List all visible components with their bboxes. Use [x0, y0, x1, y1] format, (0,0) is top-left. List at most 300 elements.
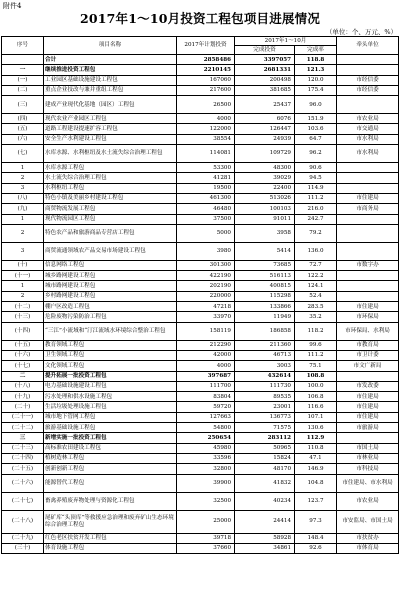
table-body: [2, 55, 399, 554]
row-completion-rate: 75.1: [295, 361, 337, 371]
row-number: (三十): [2, 543, 44, 553]
row-planned-investment: 32500: [177, 492, 235, 510]
row-planned-investment: 47218: [177, 302, 235, 312]
row-completed-investment: 73685: [235, 260, 295, 270]
row-lead-department: 市发改委: [337, 381, 399, 391]
row-planned-investment: 220000: [177, 291, 235, 301]
row-number: (十): [2, 260, 44, 270]
table-row: [2, 510, 399, 533]
row-completed-investment: 23001: [235, 402, 295, 412]
row-planned-investment: 250654: [177, 433, 235, 443]
row-project-name: 特色小镇及美丽乡村建设工程包: [44, 193, 177, 203]
table-row: [2, 543, 399, 553]
row-completed-investment: 89535: [235, 392, 295, 402]
row-project-name: 危险废物污染防治工程包: [44, 312, 177, 322]
row-project-name: 生活垃圾处理设施工程包: [44, 402, 177, 412]
row-number: (十四): [2, 322, 44, 340]
row-number: (二): [2, 85, 44, 95]
table-row: [2, 533, 399, 543]
row-completion-rate: 96.2: [295, 145, 337, 163]
table-row: [2, 402, 399, 412]
row-project-name: “三江”小流域和“汀江流域水环境综合整治工程包: [44, 322, 177, 340]
row-number: (十六): [2, 350, 44, 360]
table-row: [2, 433, 399, 443]
row-completed-investment: 22400: [235, 183, 295, 193]
row-completed-investment: 48300: [235, 163, 295, 173]
row-planned-investment: 53300: [177, 163, 235, 173]
row-project-name: 创新创新工程包: [44, 464, 177, 474]
row-completion-rate: 116.6: [295, 402, 337, 412]
row-planned-investment: 3980: [177, 242, 235, 260]
row-project-name: 文化领域工程包: [44, 361, 177, 371]
row-number: (二十六): [2, 474, 44, 492]
header-done: 完成投资: [235, 46, 295, 55]
table-header: [2, 37, 399, 55]
table-row: [2, 302, 399, 312]
row-lead-department: [337, 96, 399, 114]
row-lead-department: 市旅游局: [337, 423, 399, 433]
row-completion-rate: 47.1: [295, 453, 337, 463]
row-number: [2, 55, 44, 65]
row-lead-department: [337, 163, 399, 173]
row-number: (十三): [2, 312, 44, 322]
table-row: [2, 65, 399, 75]
row-completed-investment: 40234: [235, 492, 295, 510]
row-planned-investment: 42000: [177, 350, 235, 360]
row-number: (二十七): [2, 492, 44, 510]
row-completion-rate: 123.7: [295, 492, 337, 510]
row-completion-rate: 242.7: [295, 214, 337, 224]
table-row: [2, 412, 399, 422]
row-number: (七): [2, 145, 44, 163]
table-row: [2, 242, 399, 260]
row-planned-investment: 301300: [177, 260, 235, 270]
row-planned-investment: 37500: [177, 214, 235, 224]
row-planned-investment: 19500: [177, 183, 235, 193]
row-planned-investment: 39900: [177, 474, 235, 492]
row-number: 2: [2, 173, 44, 183]
row-project-name: 继续推进投资工程包: [44, 65, 177, 75]
row-project-name: 工业园区基础设施建设工程包: [44, 75, 177, 85]
row-planned-investment: 212290: [177, 340, 235, 350]
row-planned-investment: 45980: [177, 443, 235, 453]
table-row: [2, 114, 399, 124]
header-name: 项目名称: [44, 37, 177, 55]
row-project-name: 畜禽养殖废弃物处理与资源化工程包: [44, 492, 177, 510]
row-project-name: 乡村路网建设工程包: [44, 291, 177, 301]
row-completion-rate: 107.1: [295, 412, 337, 422]
row-completed-investment: 136773: [235, 412, 295, 422]
table-row: [2, 193, 399, 203]
row-lead-department: [337, 291, 399, 301]
row-completed-investment: 133866: [235, 302, 295, 312]
row-planned-investment: 39718: [177, 533, 235, 543]
row-number: (十七): [2, 361, 44, 371]
row-project-name: 污水处理和供水设施工程包: [44, 392, 177, 402]
row-number: 1: [2, 214, 44, 224]
table-row: [2, 124, 399, 134]
row-lead-department: 市林业局: [337, 453, 399, 463]
table-row: [2, 145, 399, 163]
row-completion-rate: 104.8: [295, 474, 337, 492]
row-completion-rate: 92.6: [295, 543, 337, 553]
table-row: [2, 75, 399, 85]
row-number: (三): [2, 96, 44, 114]
header-period: 2017年1～10月: [235, 37, 337, 46]
table-row: [2, 350, 399, 360]
row-lead-department: 市住建局: [337, 193, 399, 203]
row-number: (二十九): [2, 533, 44, 543]
table-row: [2, 312, 399, 322]
row-completion-rate: 96.0: [295, 96, 337, 114]
row-completed-investment: 100103: [235, 204, 295, 214]
row-number: (二十四): [2, 453, 44, 463]
row-number: (二十二): [2, 423, 44, 433]
row-completion-rate: 64.7: [295, 134, 337, 144]
row-lead-department: [337, 224, 399, 242]
row-number: (十一): [2, 271, 44, 281]
row-number: (一): [2, 75, 44, 85]
row-project-name: 城市地下管网工程包: [44, 412, 177, 422]
row-completed-investment: 200498: [235, 75, 295, 85]
row-project-name: 卫生领域工程包: [44, 350, 177, 360]
row-lead-department: [337, 242, 399, 260]
row-project-name: 尾矿库“头顶库”等救援应急治理和废弃矿山生态环境综合治理工程包: [44, 510, 177, 533]
table-row: [2, 183, 399, 193]
row-lead-department: 市国土局: [337, 443, 399, 453]
row-planned-investment: 5000: [177, 224, 235, 242]
row-completion-rate: 100.0: [295, 381, 337, 391]
row-planned-investment: 83804: [177, 392, 235, 402]
row-planned-investment: 41281: [177, 173, 235, 183]
row-completed-investment: 41832: [235, 474, 295, 492]
row-project-name: 重点企业技改与兼并重组工程包: [44, 85, 177, 95]
row-lead-department: [337, 183, 399, 193]
row-planned-investment: 167060: [177, 75, 235, 85]
row-planned-investment: 397687: [177, 371, 235, 381]
row-number: (二十五): [2, 464, 44, 474]
row-planned-investment: 4000: [177, 361, 235, 371]
row-lead-department: [337, 371, 399, 381]
row-lead-department: 市住建局、市水利局: [337, 474, 399, 492]
row-number: (四): [2, 114, 44, 124]
row-completed-investment: 186858: [235, 322, 295, 340]
row-lead-department: 市农业局: [337, 114, 399, 124]
row-completion-rate: 114.9: [295, 183, 337, 193]
row-completed-investment: 71575: [235, 423, 295, 433]
row-lead-department: [337, 271, 399, 281]
row-project-name: 水库水源、水利枢纽及水土流失综合治理工程包: [44, 145, 177, 163]
header-dept: 牵头单位: [337, 37, 399, 55]
row-project-name: 旅游基础设施工程包: [44, 423, 177, 433]
row-number: (十八): [2, 381, 44, 391]
row-completed-investment: 381685: [235, 85, 295, 95]
table-row: [2, 340, 399, 350]
row-completed-investment: 115298: [235, 291, 295, 301]
row-lead-department: 市农业局: [337, 492, 399, 510]
row-completed-investment: 111730: [235, 381, 295, 391]
row-lead-department: [337, 173, 399, 183]
row-completed-investment: 34861: [235, 543, 295, 553]
row-planned-investment: 4000: [177, 114, 235, 124]
row-completed-investment: 109729: [235, 145, 295, 163]
header-rate: 完成率: [295, 46, 337, 55]
row-planned-investment: 33970: [177, 312, 235, 322]
row-project-name: 植树造林工程包: [44, 453, 177, 463]
row-completed-investment: 48170: [235, 464, 295, 474]
row-completed-investment: 25437: [235, 96, 295, 114]
table-row: [2, 492, 399, 510]
row-planned-investment: 111700: [177, 381, 235, 391]
row-completion-rate: 136.0: [295, 242, 337, 260]
row-completed-investment: 58928: [235, 533, 295, 543]
row-number: 一: [2, 65, 44, 75]
table-row: [2, 464, 399, 474]
row-completion-rate: 146.9: [295, 464, 337, 474]
row-completed-investment: 126447: [235, 124, 295, 134]
row-completion-rate: 118.2: [295, 322, 337, 340]
table-row: [2, 392, 399, 402]
row-planned-investment: 25000: [177, 510, 235, 533]
table-row: [2, 381, 399, 391]
table-row: [2, 224, 399, 242]
row-completed-investment: 432614: [235, 371, 295, 381]
row-completion-rate: 151.9: [295, 114, 337, 124]
row-planned-investment: 59720: [177, 402, 235, 412]
row-completed-investment: 50965: [235, 443, 295, 453]
row-planned-investment: 38554: [177, 134, 235, 144]
table-row: [2, 163, 399, 173]
row-project-name: 建成产业现代化基地（园区）工程包: [44, 96, 177, 114]
row-project-name: 商贸流通领域农产品交易市场建设工程包: [44, 242, 177, 260]
table-row: [2, 55, 399, 65]
row-project-name: 商贸物流发展工程包: [44, 204, 177, 214]
row-completed-investment: 6076: [235, 114, 295, 124]
row-completed-investment: 3958: [235, 224, 295, 242]
row-planned-investment: 2210145: [177, 65, 235, 75]
row-completion-rate: 130.6: [295, 423, 337, 433]
row-planned-investment: 122000: [177, 124, 235, 134]
row-lead-department: 市体育局: [337, 543, 399, 553]
row-number: (二十): [2, 402, 44, 412]
row-lead-department: 市交通局: [337, 124, 399, 134]
row-completion-rate: 79.2: [295, 224, 337, 242]
row-completed-investment: 400815: [235, 281, 295, 291]
row-lead-department: 市环保局、水利局: [337, 322, 399, 340]
row-planned-investment: 422190: [177, 271, 235, 281]
row-lead-department: [337, 65, 399, 75]
table-row: [2, 371, 399, 381]
row-planned-investment: 158119: [177, 322, 235, 340]
row-completion-rate: 108.8: [295, 371, 337, 381]
row-completed-investment: 5414: [235, 242, 295, 260]
row-project-name: 信息网络工程包: [44, 260, 177, 270]
row-lead-department: 市水利局: [337, 145, 399, 163]
row-completion-rate: 121.3: [295, 65, 337, 75]
row-completed-investment: 516113: [235, 271, 295, 281]
row-project-name: 道路工程建设提速扩容工程包: [44, 124, 177, 134]
row-lead-department: 市住建局: [337, 412, 399, 422]
row-number: 1: [2, 163, 44, 173]
table-row: [2, 214, 399, 224]
row-number: (十九): [2, 392, 44, 402]
row-completion-rate: 122.2: [295, 271, 337, 281]
row-project-name: 水利枢纽工程包: [44, 183, 177, 193]
row-completed-investment: 3003: [235, 361, 295, 371]
row-planned-investment: 461300: [177, 193, 235, 203]
table-row: [2, 453, 399, 463]
row-lead-department: 市卫计委: [337, 350, 399, 360]
row-project-name: 合计: [44, 55, 177, 65]
row-lead-department: [337, 281, 399, 291]
row-project-name: 提升拓展一批投资工程包: [44, 371, 177, 381]
table-row: [2, 134, 399, 144]
row-number: (八): [2, 193, 44, 203]
row-project-name: 红色老区扶贫开发工程包: [44, 533, 177, 543]
row-completed-investment: 39029: [235, 173, 295, 183]
row-planned-investment: 37660: [177, 543, 235, 553]
row-completed-investment: 91011: [235, 214, 295, 224]
row-project-name: 教育领域工程包: [44, 340, 177, 350]
row-completed-investment: 46713: [235, 350, 295, 360]
progress-table: [1, 36, 399, 554]
row-project-name: 能源替代工程包: [44, 474, 177, 492]
row-number: (十五): [2, 340, 44, 350]
row-number: 二: [2, 371, 44, 381]
row-project-name: 电力基础设施建设工程包: [44, 381, 177, 391]
row-planned-investment: 33596: [177, 453, 235, 463]
table-row: [2, 173, 399, 183]
row-planned-investment: 217600: [177, 85, 235, 95]
row-completion-rate: 112.9: [295, 433, 337, 443]
row-planned-investment: 2858486: [177, 55, 235, 65]
table-row: [2, 423, 399, 433]
row-lead-department: [337, 55, 399, 65]
row-completed-investment: 513026: [235, 193, 295, 203]
row-project-name: 水土流失综合治理工程包: [44, 173, 177, 183]
row-lead-department: 市教育局: [337, 340, 399, 350]
row-number: (五): [2, 124, 44, 134]
row-project-name: 安全生产水利建设工程包: [44, 134, 177, 144]
row-lead-department: 市扶贫办: [337, 533, 399, 543]
table-row: [2, 204, 399, 214]
unit-note: （单位：个、万元、%）: [325, 28, 397, 36]
row-lead-department: 市文广新局: [337, 361, 399, 371]
header-no: 序号: [2, 37, 44, 55]
row-completion-rate: 72.7: [295, 260, 337, 270]
row-completion-rate: 99.6: [295, 340, 337, 350]
row-lead-department: 市环保局: [337, 312, 399, 322]
row-lead-department: 市科技局: [337, 464, 399, 474]
table-row: [2, 361, 399, 371]
row-project-name: 特色农产品和旅游商品专营店工程包: [44, 224, 177, 242]
row-number: 2: [2, 291, 44, 301]
row-project-name: 现代农业产业园区工程包: [44, 114, 177, 124]
row-completion-rate: 90.6: [295, 163, 337, 173]
row-number: 2: [2, 224, 44, 242]
row-completion-rate: 103.6: [295, 124, 337, 134]
row-lead-department: 市商务局: [337, 204, 399, 214]
row-project-name: 新增实施一批投资工程包: [44, 433, 177, 443]
row-number: 3: [2, 183, 44, 193]
row-completion-rate: 111.2: [295, 350, 337, 360]
row-lead-department: 市住建局: [337, 302, 399, 312]
row-completion-rate: 175.4: [295, 85, 337, 95]
row-project-name: 高标准农田建设工程包: [44, 443, 177, 453]
row-lead-department: 市经信委: [337, 75, 399, 85]
row-lead-department: 市数字办: [337, 260, 399, 270]
table-row: [2, 443, 399, 453]
row-completion-rate: 118.8: [295, 55, 337, 65]
row-completed-investment: 24939: [235, 134, 295, 144]
row-planned-investment: 46480: [177, 204, 235, 214]
row-planned-investment: 54800: [177, 423, 235, 433]
row-number: 1: [2, 281, 44, 291]
table-row: [2, 322, 399, 340]
row-planned-investment: 26500: [177, 96, 235, 114]
row-project-name: 城乡路网建设工程包: [44, 271, 177, 281]
row-completion-rate: 94.5: [295, 173, 337, 183]
row-planned-investment: 114081: [177, 145, 235, 163]
row-number: (六): [2, 134, 44, 144]
row-completion-rate: 124.1: [295, 281, 337, 291]
attachment-label: 附件4: [3, 2, 22, 10]
row-completion-rate: 110.8: [295, 443, 337, 453]
row-project-name: 体育设施工程包: [44, 543, 177, 553]
row-project-name: 城市路网建设工程包: [44, 281, 177, 291]
row-completed-investment: 283112: [235, 433, 295, 443]
row-number: (十二): [2, 302, 44, 312]
row-lead-department: [337, 433, 399, 443]
row-number: (二十八): [2, 510, 44, 533]
row-completion-rate: 111.2: [295, 193, 337, 203]
row-completion-rate: 120.0: [295, 75, 337, 85]
row-planned-investment: 127663: [177, 412, 235, 422]
row-completion-rate: 148.4: [295, 533, 337, 543]
table-row: [2, 260, 399, 270]
row-completed-investment: 15824: [235, 453, 295, 463]
page-title: 2017年1～10月投资工程包项目进展情况: [79, 11, 321, 26]
row-lead-department: 市安监局、市国土局: [337, 510, 399, 533]
table-row: [2, 291, 399, 301]
table-row: [2, 474, 399, 492]
row-completed-investment: 3397057: [235, 55, 295, 65]
row-lead-department: 市住建局: [337, 402, 399, 412]
row-project-name: 棚户区改造工程包: [44, 302, 177, 312]
row-lead-department: [337, 214, 399, 224]
header-plan: 2017年计划投资: [177, 37, 235, 55]
row-number: 3: [2, 242, 44, 260]
table-row: [2, 271, 399, 281]
row-completion-rate: 35.2: [295, 312, 337, 322]
row-completion-rate: 106.8: [295, 392, 337, 402]
row-completed-investment: 11949: [235, 312, 295, 322]
row-lead-department: 市水利局: [337, 134, 399, 144]
row-completed-investment: 24414: [235, 510, 295, 533]
table-row: [2, 281, 399, 291]
row-planned-investment: 202190: [177, 281, 235, 291]
row-completion-rate: 283.5: [295, 302, 337, 312]
row-number: (二十三): [2, 443, 44, 453]
row-lead-department: 市住建局: [337, 392, 399, 402]
table-row: [2, 85, 399, 95]
row-lead-department: 市经信委: [337, 85, 399, 95]
row-project-name: 现代物流园区工程包: [44, 214, 177, 224]
row-completion-rate: 52.4: [295, 291, 337, 301]
row-completed-investment: 2681331: [235, 65, 295, 75]
row-number: (二十一): [2, 412, 44, 422]
row-completed-investment: 211360: [235, 340, 295, 350]
